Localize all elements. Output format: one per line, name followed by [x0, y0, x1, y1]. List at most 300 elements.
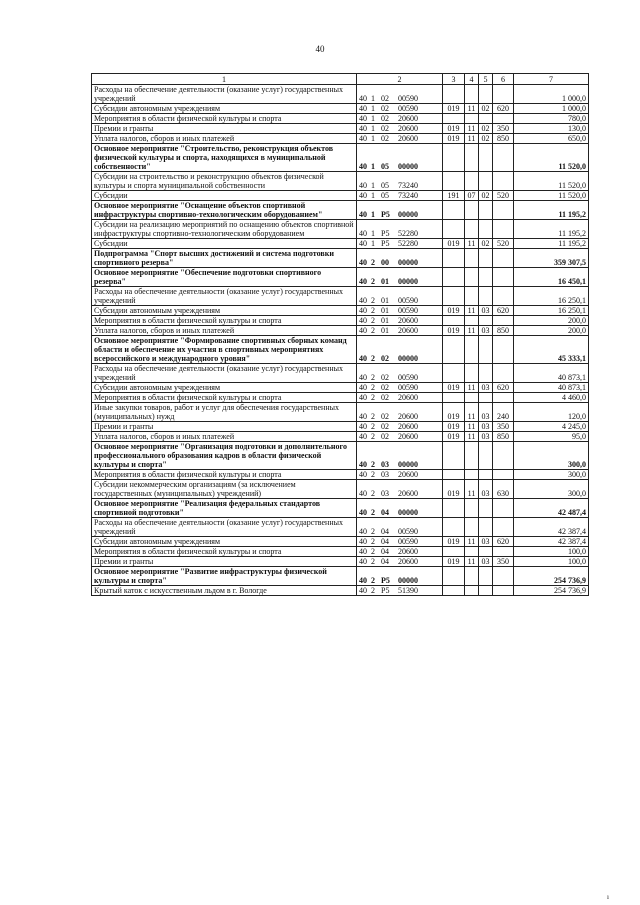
row-name-cell: Субсидии автономным учреждениям [92, 383, 357, 393]
subsection-code-cell [479, 172, 493, 191]
subsection-code-cell [479, 499, 493, 518]
code-part: 04 [381, 547, 389, 556]
amount-cell: 1 000,0 [514, 85, 589, 104]
row-name-cell: Мероприятия в области физической культуры и спорта [92, 316, 357, 326]
subsection-code-cell [479, 470, 493, 480]
program-code-cell [357, 144, 443, 172]
subsection-code-cell [479, 586, 493, 596]
subsection-code-cell [479, 393, 493, 403]
budget-table [91, 73, 589, 596]
subsection-code-cell [479, 336, 493, 364]
ministry-code-cell: 019 [443, 537, 465, 547]
code-part: 2 [371, 383, 375, 392]
code-part: 40 [359, 393, 367, 402]
code-part: 20600 [398, 114, 418, 123]
section-code-cell [465, 586, 479, 596]
row-name-cell: Мероприятия в области физической культуры и спорта [92, 470, 357, 480]
ministry-code-cell [443, 144, 465, 172]
code-part: 40 [359, 326, 367, 335]
ministry-code-cell [443, 518, 465, 537]
amount-cell: 300,0 [514, 480, 589, 499]
program-code-cell [357, 557, 443, 567]
expense-type-cell [493, 393, 514, 403]
code-part: 02 [381, 393, 389, 402]
program-code-cell [357, 124, 443, 134]
expense-type-cell: 620 [493, 306, 514, 316]
section-code-cell [465, 547, 479, 557]
section-code-cell [465, 114, 479, 124]
ministry-code-cell: 191 [443, 191, 465, 201]
expense-type-cell [493, 316, 514, 326]
ministry-code-cell: 019 [443, 480, 465, 499]
expense-type-cell [493, 364, 514, 383]
program-code-cell [357, 393, 443, 403]
expense-type-cell: 620 [493, 104, 514, 114]
expense-type-cell [493, 470, 514, 480]
subsection-code-cell: 03 [479, 403, 493, 422]
ministry-code-cell: 019 [443, 403, 465, 422]
code-part: 1 [371, 181, 375, 190]
subsection-code-cell: 02 [479, 124, 493, 134]
table-row [92, 316, 589, 326]
amount-cell: 254 736,9 [514, 567, 589, 586]
table-row [92, 144, 589, 172]
program-code-cell [357, 220, 443, 239]
amount-cell: 300,0 [514, 470, 589, 480]
code-part: 52280 [398, 239, 418, 248]
amount-cell: 4 460,0 [514, 393, 589, 403]
table-row [92, 537, 589, 547]
row-name-cell: Основное мероприятие "Строительство, реконструкция объектов физической культуры и спорта, находящихся в муниципальной собственности" [92, 144, 357, 172]
row-name-cell: Субсидии [92, 191, 357, 201]
code-part: 2 [371, 306, 375, 315]
program-code-cell [357, 586, 443, 596]
code-part: 2 [371, 316, 375, 325]
amount-cell: 40 873,1 [514, 364, 589, 383]
code-part: P5 [381, 576, 390, 585]
ministry-code-cell [443, 499, 465, 518]
amount-cell: 42 387,4 [514, 518, 589, 537]
code-part: 00590 [398, 373, 418, 382]
subsection-code-cell [479, 442, 493, 470]
expense-type-cell: 620 [493, 537, 514, 547]
subsection-code-cell: 03 [479, 383, 493, 393]
code-part: 52280 [398, 229, 418, 238]
subsection-code-cell [479, 567, 493, 586]
section-code-cell: 11 [465, 124, 479, 134]
code-part: 00590 [398, 306, 418, 315]
amount-cell: 254 736,9 [514, 586, 589, 596]
code-part: 20600 [398, 432, 418, 441]
ministry-code-cell [443, 547, 465, 557]
header-cell: 7 [514, 74, 589, 85]
row-name-cell: Расходы на обеспечение деятельности (оказание услуг) государственных учреждений [92, 85, 357, 104]
code-part: 40 [359, 354, 367, 363]
row-name-cell: Субсидии автономным учреждениям [92, 537, 357, 547]
header-cell: 4 [465, 74, 479, 85]
amount-cell: 100,0 [514, 547, 589, 557]
row-name-cell: Основное мероприятие "Формирование спортивных сборных команд области и обеспечение их участия в спортивных мероприятиях всероссийского и международного уровня" [92, 336, 357, 364]
code-part: 03 [381, 489, 389, 498]
row-name-cell: Крытый каток с искусственным льдом в г. Вологде [92, 586, 357, 596]
expense-type-cell [493, 547, 514, 557]
table-row [92, 480, 589, 499]
section-code-cell [465, 201, 479, 220]
code-part: 40 [359, 191, 367, 200]
program-code-cell [357, 316, 443, 326]
section-code-cell: 11 [465, 480, 479, 499]
row-name-cell: Основное мероприятие "Развитие инфраструктуры физической культуры и спорта" [92, 567, 357, 586]
code-part: 00590 [398, 537, 418, 546]
code-part: 2 [371, 576, 375, 585]
subsection-code-cell: 02 [479, 239, 493, 249]
code-part: 40 [359, 316, 367, 325]
table-row [92, 220, 589, 239]
subsection-code-cell: 03 [479, 432, 493, 442]
subsection-code-cell [479, 287, 493, 306]
expense-type-cell [493, 144, 514, 172]
ministry-code-cell [443, 268, 465, 287]
ministry-code-cell: 019 [443, 239, 465, 249]
expense-type-cell [493, 114, 514, 124]
header-cell: 2 [357, 74, 443, 85]
table-row [92, 134, 589, 144]
ministry-code-cell: 019 [443, 422, 465, 432]
section-code-cell [465, 364, 479, 383]
code-part: 04 [381, 557, 389, 566]
section-code-cell [465, 518, 479, 537]
expense-type-cell [493, 567, 514, 586]
table-row [92, 422, 589, 432]
table-row [92, 499, 589, 518]
code-part: 2 [371, 470, 375, 479]
code-part: 40 [359, 470, 367, 479]
expense-type-cell [493, 586, 514, 596]
table-row [92, 470, 589, 480]
ministry-code-cell [443, 114, 465, 124]
code-part: 20600 [398, 316, 418, 325]
subsection-code-cell [479, 249, 493, 268]
code-part: 00000 [398, 508, 418, 517]
code-part: 40 [359, 586, 367, 595]
code-part: 40 [359, 508, 367, 517]
row-name-cell: Расходы на обеспечение деятельности (оказание услуг) государственных учреждений [92, 518, 357, 537]
program-code-cell [357, 201, 443, 220]
code-part: 20600 [398, 326, 418, 335]
section-code-cell: 11 [465, 104, 479, 114]
code-part: 2 [371, 547, 375, 556]
code-part: P5 [381, 239, 390, 248]
program-code-cell [357, 499, 443, 518]
code-part: P5 [381, 586, 390, 595]
code-part: 40 [359, 373, 367, 382]
code-part: 2 [371, 373, 375, 382]
code-part: 1 [371, 210, 375, 219]
code-part: 02 [381, 134, 389, 143]
row-name-cell: Уплата налогов, сборов и иных платежей [92, 326, 357, 336]
code-part: 20600 [398, 557, 418, 566]
row-name-cell: Премии и гранты [92, 557, 357, 567]
amount-cell: 11 520,0 [514, 172, 589, 191]
code-part: 73240 [398, 191, 418, 200]
code-part: 00590 [398, 383, 418, 392]
program-code-cell [357, 172, 443, 191]
row-name-cell: Расходы на обеспечение деятельности (оказание услуг) государственных учреждений [92, 287, 357, 306]
code-part: 1 [371, 124, 375, 133]
subsection-code-cell: 02 [479, 191, 493, 201]
expense-type-cell [493, 336, 514, 364]
code-part: 00000 [398, 162, 418, 171]
code-part: 20600 [398, 124, 418, 133]
code-part: 40 [359, 296, 367, 305]
code-part: 02 [381, 354, 389, 363]
code-part: 2 [371, 508, 375, 517]
amount-cell: 1 000,0 [514, 104, 589, 114]
subsection-code-cell [479, 268, 493, 287]
code-part: 00000 [398, 277, 418, 286]
section-code-cell [465, 393, 479, 403]
amount-cell: 95,0 [514, 432, 589, 442]
program-code-cell [357, 383, 443, 393]
subsection-code-cell: 02 [479, 104, 493, 114]
code-part: 01 [381, 296, 389, 305]
program-code-cell [357, 134, 443, 144]
code-part: 40 [359, 124, 367, 133]
code-part: 02 [381, 124, 389, 133]
section-code-cell: 11 [465, 422, 479, 432]
subsection-code-cell: 03 [479, 326, 493, 336]
ministry-code-cell [443, 85, 465, 104]
code-part: 40 [359, 537, 367, 546]
amount-cell: 42 387,4 [514, 537, 589, 547]
expense-type-cell [493, 442, 514, 470]
amount-cell: 11 195,2 [514, 201, 589, 220]
expense-type-cell: 520 [493, 191, 514, 201]
code-part: 1 [371, 229, 375, 238]
code-part: 40 [359, 239, 367, 248]
code-part: 2 [371, 277, 375, 286]
ministry-code-cell [443, 470, 465, 480]
program-code-cell [357, 326, 443, 336]
expense-type-cell [493, 499, 514, 518]
table-row [92, 172, 589, 191]
code-part: 51390 [398, 586, 418, 595]
code-part: 00000 [398, 460, 418, 469]
code-part: 40 [359, 94, 367, 103]
program-code-cell [357, 191, 443, 201]
code-part: 1 [371, 114, 375, 123]
expense-type-cell: 350 [493, 422, 514, 432]
code-part: 03 [381, 460, 389, 469]
table-row [92, 336, 589, 364]
code-part: 20600 [398, 412, 418, 421]
row-name-cell: Премии и гранты [92, 422, 357, 432]
row-name-cell: Субсидии на реализацию мероприятий по оснащению объектов спортивной инфраструктуры спортивно-технологическим оборудованием [92, 220, 357, 239]
section-code-cell: 11 [465, 326, 479, 336]
code-part: 2 [371, 527, 375, 536]
code-part: 73240 [398, 181, 418, 190]
program-code-cell [357, 336, 443, 364]
program-code-cell [357, 239, 443, 249]
row-name-cell: Основное мероприятие "Реализация федеральных стандартов спортивной подготовки" [92, 499, 357, 518]
code-part: 40 [359, 557, 367, 566]
expense-type-cell [493, 172, 514, 191]
code-part: 1 [371, 104, 375, 113]
row-name-cell: Субсидии автономным учреждениям [92, 306, 357, 316]
program-code-cell [357, 480, 443, 499]
amount-cell: 200,0 [514, 326, 589, 336]
row-name-cell: Субсидии на строительство и реконструкцию объектов физической культуры и спорта муниципальной собственности [92, 172, 357, 191]
code-part: 00 [381, 258, 389, 267]
code-part: 40 [359, 576, 367, 585]
row-name-cell: Уплата налогов, сборов и иных платежей [92, 134, 357, 144]
code-part: 20600 [398, 393, 418, 402]
amount-cell: 200,0 [514, 316, 589, 326]
subsection-code-cell: 03 [479, 557, 493, 567]
subsection-code-cell [479, 220, 493, 239]
ministry-code-cell: 019 [443, 326, 465, 336]
subsection-code-cell: 03 [479, 306, 493, 316]
section-code-cell: 11 [465, 432, 479, 442]
expense-type-cell [493, 268, 514, 287]
table-row [92, 287, 589, 306]
table-row [92, 85, 589, 104]
row-name-cell: Иные закупки товаров, работ и услуг для обеспечения государственных (муниципальных) нужд [92, 403, 357, 422]
code-part: 40 [359, 277, 367, 286]
amount-cell: 16 450,1 [514, 268, 589, 287]
ministry-code-cell [443, 586, 465, 596]
code-part: 00590 [398, 527, 418, 536]
program-code-cell [357, 432, 443, 442]
expense-type-cell [493, 220, 514, 239]
header-cell: 6 [493, 74, 514, 85]
code-part: 03 [381, 470, 389, 479]
ministry-code-cell: 019 [443, 306, 465, 316]
row-name-cell: Расходы на обеспечение деятельности (оказание услуг) государственных учреждений [92, 364, 357, 383]
code-part: 00000 [398, 576, 418, 585]
section-code-cell: 11 [465, 306, 479, 316]
amount-cell: 16 250,1 [514, 287, 589, 306]
table-row [92, 567, 589, 586]
corner-mark: ı [607, 893, 609, 901]
subsection-code-cell [479, 201, 493, 220]
row-name-cell: Мероприятия в области физической культуры и спорта [92, 393, 357, 403]
amount-cell: 120,0 [514, 403, 589, 422]
program-code-cell [357, 104, 443, 114]
table-row [92, 518, 589, 537]
code-part: 20600 [398, 470, 418, 479]
code-part: 2 [371, 412, 375, 421]
expense-type-cell [493, 249, 514, 268]
table-row [92, 557, 589, 567]
program-code-cell [357, 268, 443, 287]
table-row [92, 268, 589, 287]
program-code-cell [357, 547, 443, 557]
header-cell: 5 [479, 74, 493, 85]
code-part: 2 [371, 586, 375, 595]
program-code-cell [357, 114, 443, 124]
code-part: 2 [371, 460, 375, 469]
program-code-cell [357, 470, 443, 480]
section-code-cell: 11 [465, 383, 479, 393]
amount-cell: 45 333,1 [514, 336, 589, 364]
section-code-cell [465, 499, 479, 518]
code-part: 20600 [398, 422, 418, 431]
code-part: 01 [381, 326, 389, 335]
expense-type-cell [493, 518, 514, 537]
code-part: 00000 [398, 258, 418, 267]
table-row [92, 201, 589, 220]
expense-type-cell: 620 [493, 383, 514, 393]
expense-type-cell: 350 [493, 124, 514, 134]
table-row [92, 306, 589, 316]
code-part: 20600 [398, 547, 418, 556]
code-part: 02 [381, 383, 389, 392]
table-row [92, 326, 589, 336]
code-part: 40 [359, 383, 367, 392]
amount-cell: 780,0 [514, 114, 589, 124]
code-part: 02 [381, 412, 389, 421]
subsection-code-cell: 03 [479, 422, 493, 432]
section-code-cell [465, 287, 479, 306]
amount-cell: 11 520,0 [514, 191, 589, 201]
expense-type-cell: 520 [493, 239, 514, 249]
code-part: 1 [371, 134, 375, 143]
expense-type-cell: 350 [493, 557, 514, 567]
ministry-code-cell [443, 172, 465, 191]
ministry-code-cell [443, 364, 465, 383]
section-code-cell [465, 336, 479, 364]
header-cell: 1 [92, 74, 357, 85]
ministry-code-cell: 019 [443, 104, 465, 114]
section-code-cell: 11 [465, 403, 479, 422]
code-part: 2 [371, 557, 375, 566]
code-part: 01 [381, 316, 389, 325]
code-part: 01 [381, 277, 389, 286]
code-part: 02 [381, 94, 389, 103]
code-part: 40 [359, 547, 367, 556]
code-part: 40 [359, 527, 367, 536]
amount-cell: 650,0 [514, 134, 589, 144]
expense-type-cell: 630 [493, 480, 514, 499]
amount-cell: 300,0 [514, 442, 589, 470]
header-row [92, 74, 589, 85]
code-part: 1 [371, 94, 375, 103]
table-row [92, 393, 589, 403]
code-part: 40 [359, 162, 367, 171]
program-code-cell [357, 306, 443, 316]
ministry-code-cell [443, 442, 465, 470]
program-code-cell [357, 567, 443, 586]
code-part: 40 [359, 229, 367, 238]
table-row [92, 249, 589, 268]
code-part: 00000 [398, 210, 418, 219]
code-part: 20600 [398, 489, 418, 498]
table-row [92, 383, 589, 393]
table-row [92, 442, 589, 470]
ministry-code-cell [443, 287, 465, 306]
subsection-code-cell [479, 144, 493, 172]
header-cell: 3 [443, 74, 465, 85]
code-part: 40 [359, 412, 367, 421]
code-part: P5 [381, 210, 390, 219]
subsection-code-cell [479, 364, 493, 383]
code-part: 20600 [398, 134, 418, 143]
code-part: 2 [371, 537, 375, 546]
table-row [92, 191, 589, 201]
expense-type-cell [493, 287, 514, 306]
subsection-code-cell [479, 518, 493, 537]
